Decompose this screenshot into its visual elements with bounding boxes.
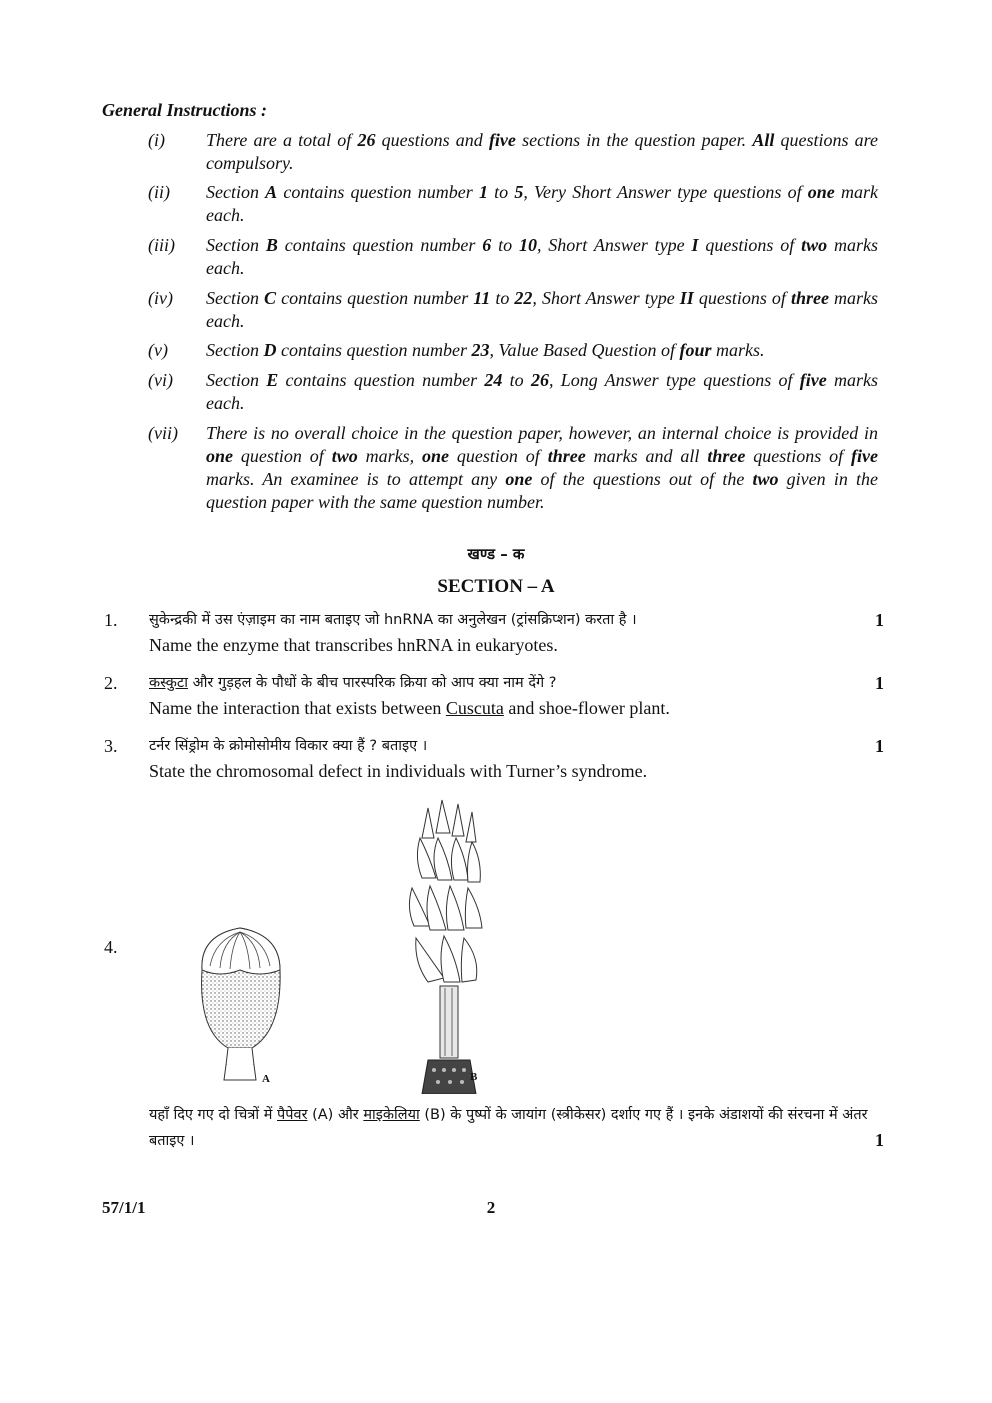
- instruction-number: (i): [148, 130, 165, 150]
- question-hindi-text: टर्नर सिंड्रोम के क्रोमोसोमीय विकार क्या हैं ? बताइए ।: [149, 738, 428, 754]
- question-number: 1.: [104, 610, 118, 630]
- instruction-number: (iii): [148, 235, 175, 255]
- question-hindi-text: यहाँ दिए गए दो चित्रों में पैपेवर (A) और माइकेलिया (B) के पुष्पों के जायांग (स्त्रीकेसर) दर्शाए गए हैं । इनके अंडाशयों की संरचना में अंतर बताइए ।: [149, 1107, 868, 1149]
- question-3: [104, 734, 884, 784]
- papaver-gynoecium-figure: [190, 920, 290, 1090]
- question-english-text: Name the enzyme that transcribes hnRNA in eukaryotes.: [149, 635, 558, 655]
- question-marks: 1: [875, 673, 884, 693]
- question-4-text: [104, 1102, 884, 1154]
- instruction-text: Section B contains question number 6 to 10, Short Answer type I questions of two marks each.: [206, 235, 878, 278]
- instruction-number: (v): [148, 340, 168, 360]
- figure-label-b: B: [470, 1071, 478, 1083]
- instruction-number: (vii): [148, 423, 178, 443]
- instruction-text: There are a total of 26 questions and five sections in the question paper. All questions are compulsory.: [206, 130, 879, 173]
- question-marks: 1: [875, 610, 884, 630]
- instruction-item: [148, 369, 878, 415]
- instruction-item: [148, 287, 878, 333]
- question-english-text: State the chromosomal defect in individuals with Turner’s syndrome.: [149, 761, 648, 781]
- section-heading-english: SECTION – A: [437, 576, 555, 597]
- paper-code: 57/1/1: [102, 1198, 146, 1217]
- question-number: 2.: [104, 673, 118, 693]
- instruction-item: [148, 339, 878, 362]
- instruction-text: Section E contains question number 24 to 26, Long Answer type questions of five marks each.: [206, 370, 879, 413]
- page-number: 2: [486, 1198, 496, 1217]
- figure-label-a: A: [262, 1073, 270, 1085]
- instruction-text: Section C contains question number 11 to 22, Short Answer type II questions of three marks each.: [206, 288, 878, 331]
- instruction-number: (ii): [148, 182, 170, 202]
- instruction-item: [148, 181, 878, 227]
- question-marks: 1: [875, 1130, 884, 1150]
- instruction-item: [148, 129, 878, 175]
- instruction-item: [148, 422, 878, 514]
- question-number: 4.: [104, 937, 118, 957]
- question-hindi-text: कस्कुटा और गुड़हल के पौधों के बीच पारस्परिक क्रिया को आप क्या नाम देंगे ?: [149, 675, 557, 691]
- instruction-number: (vi): [148, 370, 173, 390]
- question-number: 3.: [104, 736, 118, 756]
- question-marks: 1: [875, 736, 884, 756]
- question-1: [104, 608, 884, 658]
- general-instructions-title: General Instructions :: [102, 100, 268, 120]
- question-hindi-text: सुकेन्द्रकी में उस एंज़ाइम का नाम बताइए जो hnRNA का अनुलेखन (ट्रांसक्रिप्शन) करता है ।: [149, 612, 637, 628]
- instruction-text: Section A contains question number 1 to 5, Very Short Answer type questions of one mark each.: [206, 182, 878, 225]
- question-english-text: Name the interaction that exists between Cuscuta and shoe-flower plant.: [149, 698, 670, 718]
- michelia-gynoecium-figure: [400, 798, 500, 1094]
- instruction-text: Section D contains question number 23, Value Based Question of four marks.: [206, 340, 765, 360]
- instruction-item: [148, 234, 878, 280]
- instruction-text: There is no overall choice in the question paper, however, an internal choice is provided in one question of two marks, one question of three marks and all three questions of five marks. An examinee is to attempt any one of the questions out of the two given in the question paper with the same question number.: [206, 423, 879, 512]
- question-2: [104, 671, 884, 721]
- instruction-number: (iv): [148, 288, 173, 308]
- section-heading-hindi: खण्ड – क: [467, 545, 525, 563]
